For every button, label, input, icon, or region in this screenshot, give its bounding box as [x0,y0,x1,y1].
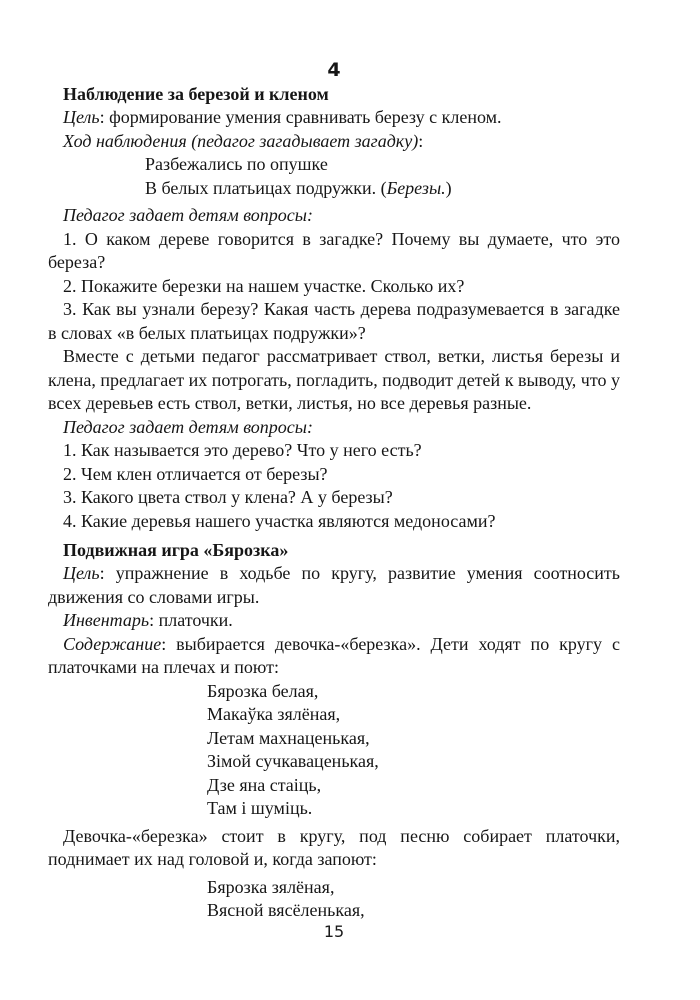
game-content-text: : выбирается девочка-«березка». Дети ходят по кругу с платочками на плечах и поют: [48,633,620,677]
game-content-paragraph [48,633,620,680]
observation-goal-paragraph [48,106,620,130]
song-line: Вясной вясёленькая, [207,900,365,920]
goal-text: : формирование умения сравнивать березу с кленом. [99,107,502,127]
page-number: 15 [323,922,345,941]
observation-title: Наблюдение за березой и кленом [63,84,329,104]
song-second-verse [207,876,620,923]
course-label: Ход наблюдения (педагог загадывает загадку) [63,130,419,151]
questions-intro-first: Педагог задает детям вопросы: [63,205,313,225]
song-line: Там і шуміць. [207,798,313,818]
question-item: 2. Чем клен отличается от березы? [63,463,328,484]
entry-number: 4 [327,59,341,81]
question-item: 3. Какого цвета ствол у клена? А у березы? [63,487,393,507]
goal-label: Цель [63,107,100,127]
song-line: Летам махнаценькая, [207,727,370,748]
question-item: 2. Покажите березки на нашем участке. Сколько их? [63,275,465,296]
question-item: 1. О каком дереве говорится в загадке? Почему вы думаете, что это береза? [48,228,620,272]
observation-course-paragraph [48,130,620,154]
song-line: Бярозка белая, [207,680,319,701]
questions-intro-second: Педагог задает детям вопросы: [63,416,313,437]
riddle-answer-close: ) [445,177,452,198]
game-title: Подвижная игра «Бярозка» [63,540,289,560]
game-inventory-paragraph [48,609,620,633]
riddle-verse [145,153,620,200]
riddle-line-2-text: В белых платьицах подружки. [145,177,377,198]
song-line: Дзе яна стаіць, [207,774,322,795]
question-item: 4. Какие деревья нашего участка являются медоносами? [63,510,496,531]
game-interlude-paragraph: Девочка-«березка» стоит в кругу, под песню собирает платочки, поднимает их над головой и, когда запоют: [48,825,620,869]
game-goal-text: : упражнение в ходьбе по кругу, развитие умения соотносить движения со словами игры. [48,563,620,607]
question-item: 3. Как вы узнали березу? Какая часть дерева подразумевается в загадке в словах «в белых платьицах подружки»? [48,299,620,343]
song-line: Макаўка зялёная, [207,704,341,724]
question-item: 1. Как называется это дерево? Что у него есть? [63,440,422,460]
game-goal-label: Цель [63,563,100,583]
riddle-answer-open: ( [376,177,387,198]
course-colon: : [418,130,424,151]
riddle-line-2 [145,177,620,201]
game-inventory-label: Инвентарь [63,610,150,630]
song-line: Зімой сучкаваценькая, [207,751,379,771]
game-inventory-text: : платочки. [149,610,233,630]
song-first-verse [207,680,620,821]
game-content-label: Содержание [63,633,162,654]
discussion-paragraph: Вместе с детьми педагог рассматривает ствол, ветки, листья березы и клена, предлагает их потрогать, погладить, подводит детей к выводу, что у всех деревьев есть ствол, ветки, листья, но все деревья разные. [48,346,620,413]
song-line: Бярозка зялёная, [207,876,335,897]
riddle-line-1: Разбежались по опушке [145,154,328,174]
riddle-answer: Березы. [386,177,446,198]
game-goal-paragraph [48,562,620,609]
